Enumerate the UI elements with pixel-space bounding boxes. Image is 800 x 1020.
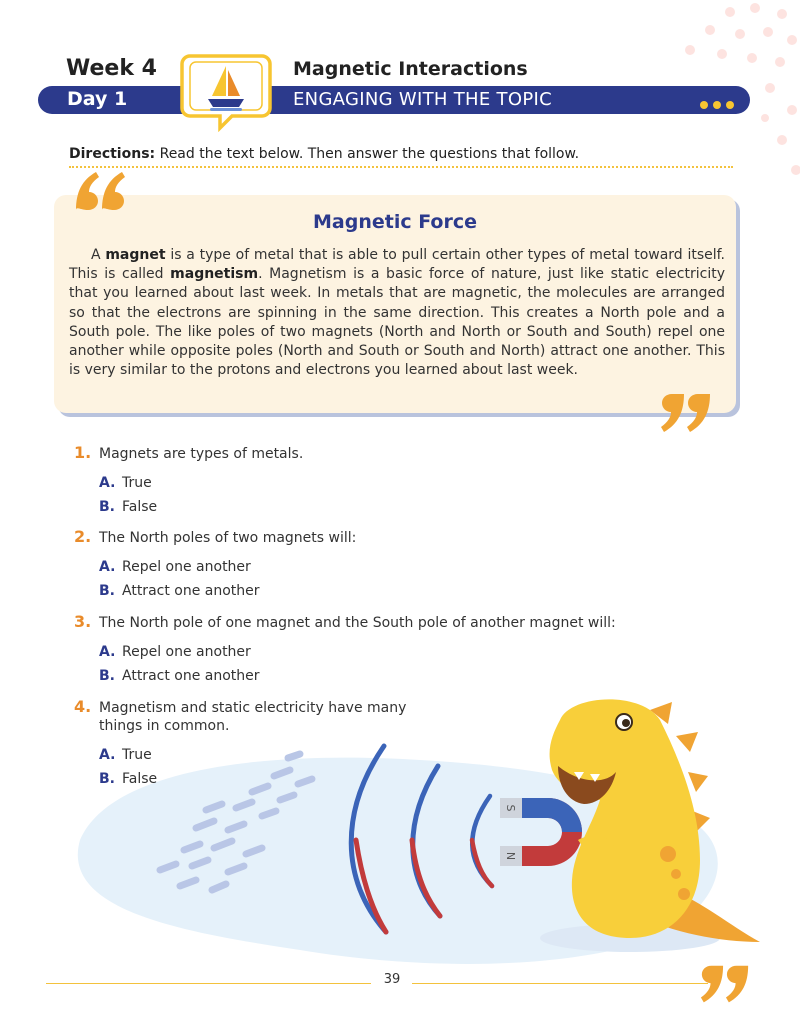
week-label: Week 4	[66, 56, 157, 81]
question-1-text: Magnets are types of metals.	[99, 446, 304, 462]
ellipsis-decoration	[700, 94, 739, 113]
question-2-text: The North poles of two magnets will:	[99, 530, 357, 546]
q4-option-a-letter: A.	[99, 747, 116, 763]
q2-option-a-letter: A.	[99, 559, 116, 575]
question-3-number: 3.	[74, 612, 92, 631]
q1-option-a[interactable]: True	[122, 475, 152, 491]
close-quote-icon	[658, 386, 714, 442]
q1-option-b[interactable]: False	[122, 499, 158, 515]
question-3-text: The North pole of one magnet and the South pole of another magnet will:	[99, 615, 616, 631]
q3-option-b-letter: B.	[99, 668, 115, 684]
question-4-number: 4.	[74, 697, 92, 716]
reading-paragraph: A magnet is a type of metal that is able to pull certain other types of metal toward itself. This is called magnetism. Magnetism is a basic force of nature, just like static electricity that you learned about last week. In metals that are magnetic, the molecules are arranged so that the electrons are spinning in the same direction. This creates a North pole and a South pole. The like poles of two magnets (North and North or South and South) repel one another while opposite poles (North and South or South and North) attract one another. This is very similar to the protons and electrons you learned about last week.	[69, 247, 725, 379]
q4-option-a[interactable]: True	[122, 747, 152, 763]
q4-option-b-letter: B.	[99, 771, 115, 787]
q1-option-a-letter: A.	[99, 475, 116, 491]
question-4-text-line2: things in common.	[99, 718, 230, 734]
q4-option-b[interactable]: False	[122, 771, 158, 787]
q1-option-b-letter: B.	[99, 499, 115, 515]
question-4-text-line1: Magnetism and static electricity have many	[99, 700, 407, 716]
day-label: Day 1	[67, 88, 128, 110]
q2-option-b[interactable]: Attract one another	[122, 583, 260, 599]
directions-divider	[69, 166, 733, 168]
footer-divider-left	[46, 983, 371, 984]
reading-title: Magnetic Force	[313, 211, 477, 233]
magnet-s-label: S	[504, 804, 517, 812]
magnet-n-label: N	[504, 851, 517, 861]
footer-divider-right	[412, 983, 708, 984]
close-quote-icon	[698, 958, 752, 1012]
sailboat-icon	[178, 50, 274, 132]
q3-option-a[interactable]: Repel one another	[122, 644, 251, 660]
section-subtitle: ENGAGING WITH THE TOPIC	[293, 89, 552, 110]
q3-option-b[interactable]: Attract one another	[122, 668, 260, 684]
open-quote-icon	[72, 160, 130, 218]
directions-text: Directions: Read the text below. Then answer the questions that follow.	[69, 146, 580, 162]
q2-option-a[interactable]: Repel one another	[122, 559, 251, 575]
q2-option-b-letter: B.	[99, 583, 115, 599]
page-number: 39	[383, 972, 401, 987]
question-2-number: 2.	[74, 527, 92, 546]
topic-title: Magnetic Interactions	[293, 58, 528, 80]
q3-option-a-letter: A.	[99, 644, 116, 660]
question-1-number: 1.	[74, 443, 92, 462]
